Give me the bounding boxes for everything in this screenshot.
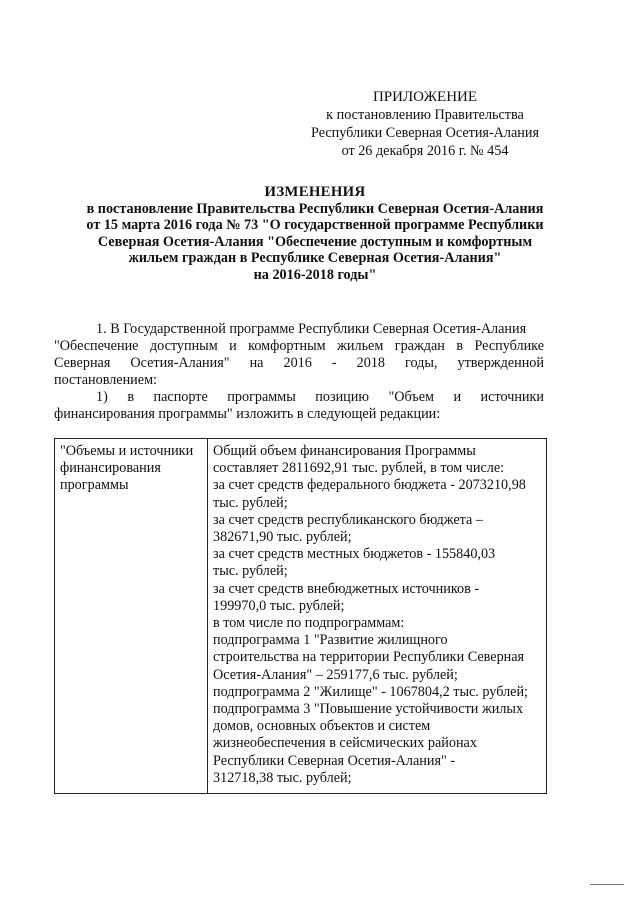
cell-line: финансирования	[60, 460, 161, 477]
table-cell-value	[208, 439, 547, 794]
cell-line: за счет средств внебюджетных источников -	[213, 580, 480, 597]
appendix-line: Республики Северная Осетия-Алания	[310, 125, 539, 141]
title-line: жильем граждан в Республике Северная Осетия-Алания"	[128, 250, 502, 267]
appendix-date-line: от 26 декабря 2016 г. № 454	[341, 143, 509, 159]
title-line: в постановление Правительства Республики Северная Осетия-Алания	[86, 200, 544, 217]
body-line: 1. В Государственной программе Республики Северная Осетия-Алания	[96, 321, 527, 337]
cell-line: за счет средств федерального бюджета - 2073210,98	[213, 477, 526, 494]
body-line: 1) в паспорте программы позицию "Объем и источники	[96, 388, 544, 405]
cell-line: подпрограмма 2 "Жилище" - 1067804,2 тыс. рублей;	[213, 683, 528, 700]
cell-line: подпрограмма 3 "Повышение устойчивости жилых	[213, 701, 524, 718]
cell-line: 312718,38 тыс. рублей;	[213, 769, 352, 786]
appendix-block	[300, 88, 550, 160]
cell-line: Осетия-Алания" – 259177,6 тыс. рублей;	[213, 666, 458, 683]
cell-line: составляет 2811692,91 тыс. рублей, в том числе:	[213, 460, 505, 477]
cell-line: программы	[60, 477, 129, 494]
document-title	[40, 184, 590, 284]
cell-line: тыс. рублей;	[213, 563, 288, 580]
cell-line: строительства на территории Республики Северная	[213, 649, 525, 666]
title-line: Северная Осетия-Алания "Обеспечение доступным и комфортным	[97, 233, 533, 250]
appendix-heading: ПРИЛОЖЕНИЕ	[372, 89, 478, 105]
cell-line: Республики Северная Осетия-Алания" -	[213, 752, 456, 769]
footer-divider	[590, 884, 624, 885]
body-line: постановлением:	[54, 371, 157, 388]
cell-line: тыс. рублей;	[213, 494, 288, 511]
body-line: финансирования программы" изложить в следующей редакции:	[54, 405, 441, 422]
table-cell-label	[55, 439, 208, 794]
cell-line: за счет средств республиканского бюджета –	[213, 511, 483, 528]
body-line: "Обеспечение доступным и комфортным жильем граждан в Республике	[54, 337, 544, 354]
cell-line: 382671,90 тыс. рублей;	[213, 529, 352, 546]
cell-line: жизнеобеспечения в сейсмических районах	[213, 735, 477, 752]
appendix-line: к постановлению Правительства	[326, 107, 524, 123]
cell-line: подпрограмма 1 "Развитие жилищного	[213, 632, 448, 649]
cell-line: за счет средств местных бюджетов - 155840,03	[213, 546, 496, 563]
cell-line: в том числе по подпрограммам:	[213, 615, 405, 632]
financing-table	[54, 438, 547, 794]
cell-line: домов, основных объектов и систем	[213, 718, 431, 735]
body-line: Северная Осетия-Алания" на 2016 - 2018 годы, утвержденной	[54, 354, 544, 371]
title-line: на 2016-2018 годы"	[253, 266, 377, 283]
table-row	[55, 439, 547, 794]
body-text	[54, 321, 544, 422]
cell-line: "Объемы и источники	[60, 443, 194, 459]
title-heading: ИЗМЕНЕНИЯ	[264, 184, 366, 200]
cell-line: 199970,0 тыс. рублей;	[213, 597, 345, 614]
cell-line: Общий объем финансирования Программы	[213, 443, 476, 459]
title-line: от 15 марта 2016 года № 73 "О государственной программе Республики	[86, 217, 544, 234]
